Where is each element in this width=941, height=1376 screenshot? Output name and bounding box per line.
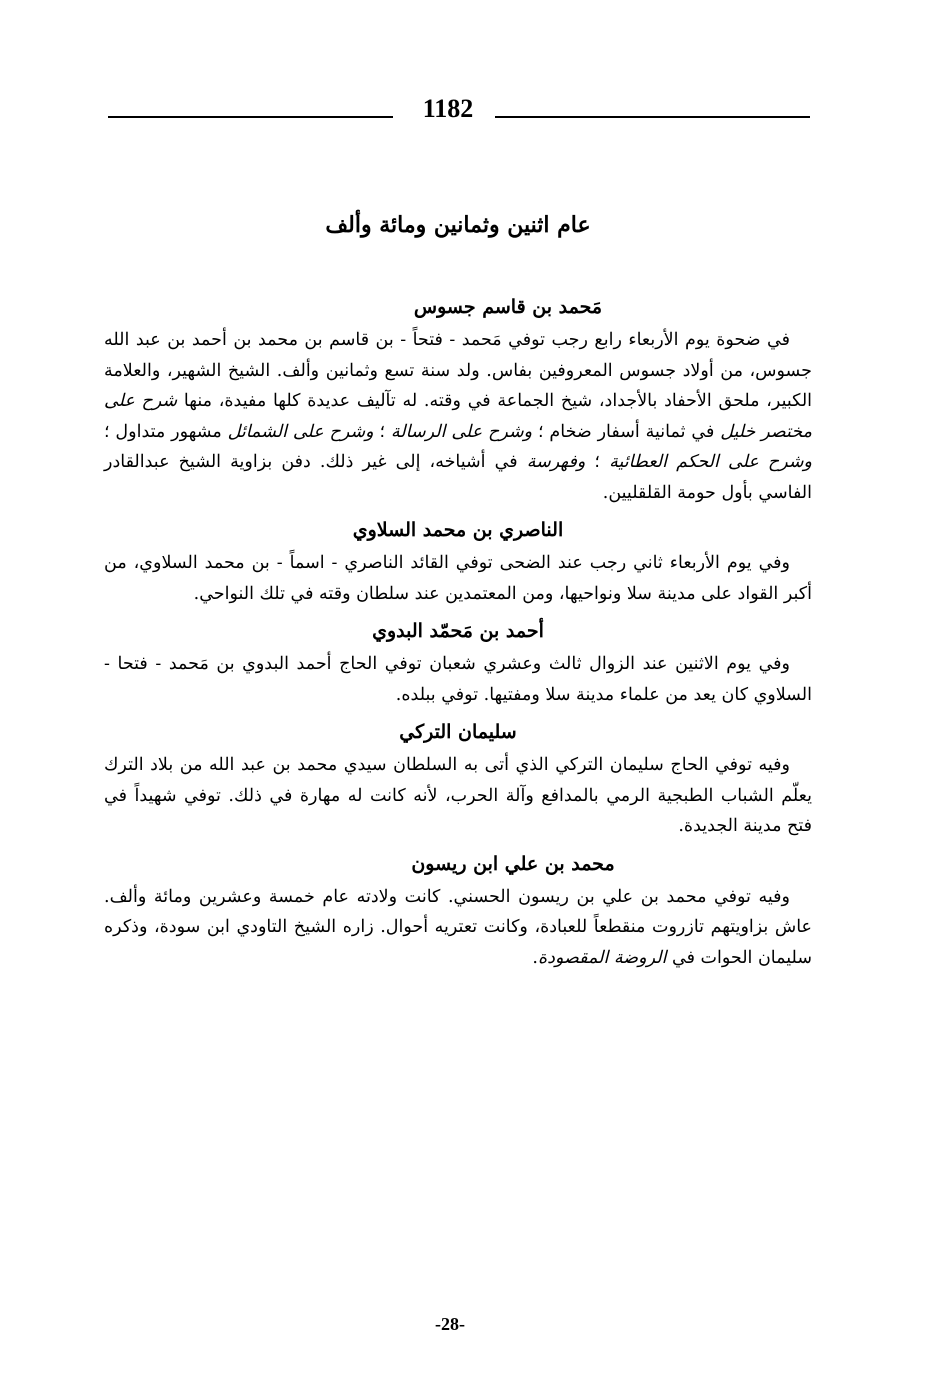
page-number: -28- [435,1314,465,1334]
entry-text-segment: في أشياخه، إلى غير ذلك. دفن بزاوية الشيخ عبدالقادر الفاسي بأول حومة القلقليين. [104,452,812,503]
entry-title: سليمان التركي [399,721,517,743]
work-title: وفهرسة [526,452,586,472]
entry-text [104,882,812,974]
entry-title: الناصري بن محمد السلاوي [352,519,564,541]
year-header [108,92,810,132]
work-title: شرح على مختصر خليل [104,391,812,442]
work-title: الروضة المقصودة [538,947,667,968]
entry-text-segment: في ضحوة يوم الأربعاء رابع رجب توفي مَحمد - فتحاً - بن قاسم بن محمد بن أحمد بن عبد الله جسوس، من أولاد جسوس المعروفين بفاس. ولد سنة تسع وثمانين وألف. الشيخ الشهير، والعلامة الكبير، ملحق الأحفاد بالأجداد، شيخ الجماعة في وقته. له تآليف عديدة كلها مفيدة، منها [104,330,813,411]
entry-text-segment: وفيه توفي محمد بن علي بن ريسون الحسني. كانت ولادته عام خمسة وعشرين ومائة وألف. عاش بزاويتهم تازروت منقطعاً للعبادة، وكانت تعتريه أحوال. زاره الشيخ التاودي ابن سودة، وذكره سليمان الحوات في [104,886,812,968]
header-rule-right [495,116,810,118]
entry-text-segment: ؛ [373,421,391,442]
entry-text-segment: . [532,947,538,968]
entry-text-segment: مشهور متداول ؛ [104,421,228,442]
entry-title: محمد بن علي ابن ريسون [411,852,615,875]
entry-text: وفي يوم الأربعاء ثاني رجب عند الضحى توفي القائد الناصري - اسماً - بن محمد السلاوي، من أكبر القواد على مدينة سلا ونواحيها، ومن المعتمدين عند سلطان وقته في تلك النواحي. [104,553,812,604]
work-title: وشرح على الحكم العطائية [609,452,812,472]
chapter-title: عام اثنين وثمانين ومائة وألف [325,212,591,238]
page-content [104,205,812,977]
year-number: 1182 [422,94,474,123]
entry-title: مَحمد بن قاسم جسوس [413,296,603,318]
entry-text-segment: ؛ [585,452,610,472]
entry-text [104,325,812,508]
entry-text: وفيه توفي الحاج سليمان التركي الذي أتى به السلطان سيدي محمد بن عبد الله من بلاد الترك يعلّم الشباب الطبجية الرمي بالمدافع وآلة الحرب، لأنه كانت له مهارة في ذلك. توفي شهيداً في فتح مدينة الجديدة. [104,755,812,836]
entry-text-segment: في ثمانية أسفار ضخام ؛ [532,421,721,442]
work-title: وشرح على الرسالة [390,421,533,442]
header-rule-left [108,116,393,118]
work-title: وشرح على الشمائل [227,421,374,442]
entry-title: أحمد بن مَحمّد البدوي [372,620,544,642]
entry-text: وفي يوم الاثنين عند الزوال ثالث وعشري شعبان توفي الحاج أحمد البدوي بن مَحمد - فتحا - السلاوي كان يعد من علماء مدينة سلا ومفتيها. توفي ببلده. [104,654,812,705]
